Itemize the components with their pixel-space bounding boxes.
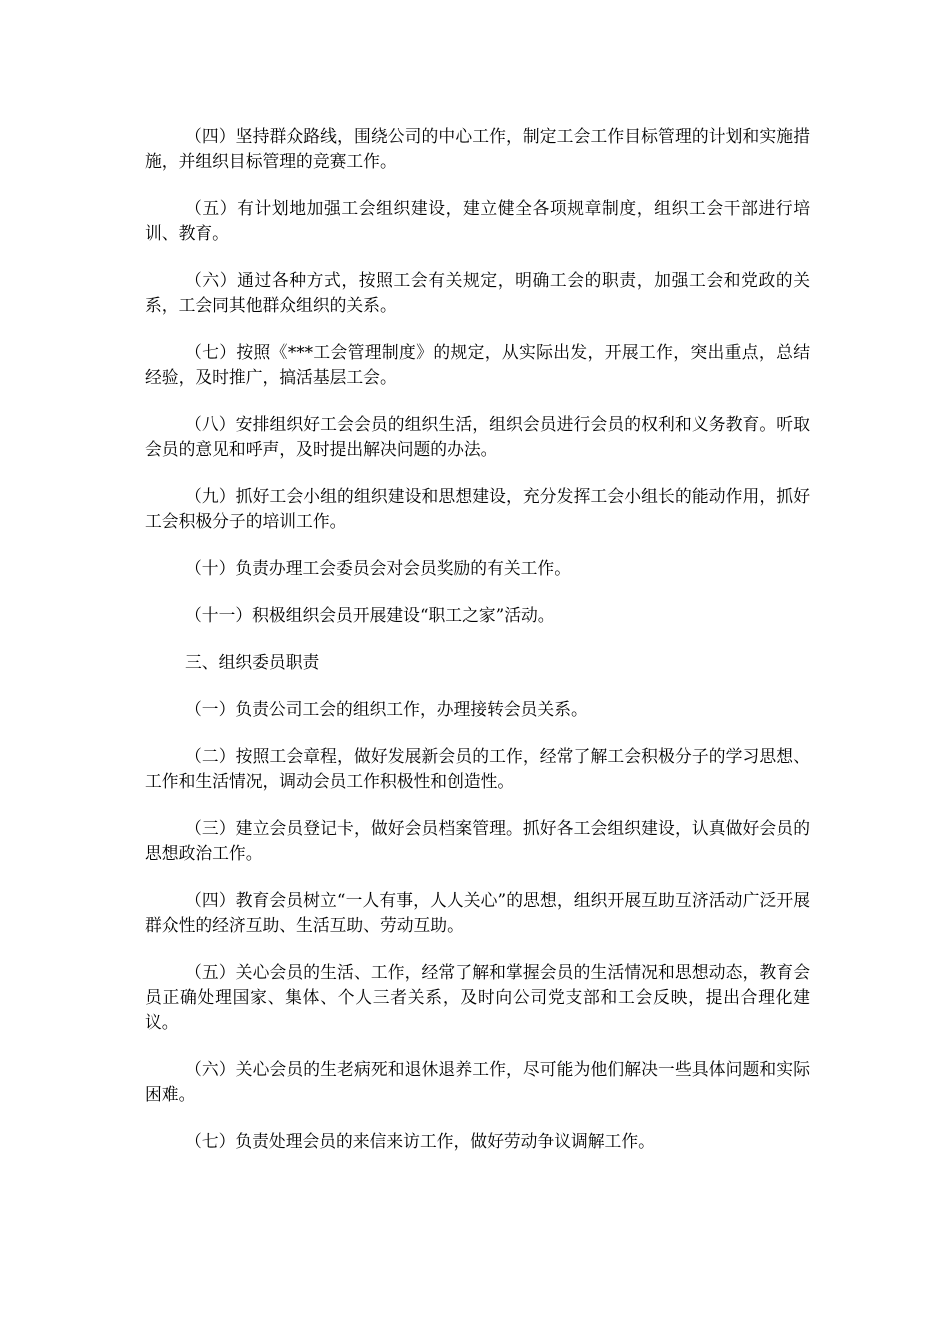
paragraph: （二）按照工会章程，做好发展新会员的工作，经常了解工会积极分子的学习思想、工作和生活情况，调动会员工作积极性和创造性。 (145, 746, 810, 791)
paragraph: （四）教育会员树立“一人有事，人人关心”的思想，组织开展互助互济活动广泛开展群众性的经济互助、生活互助、劳动互助。 (145, 890, 810, 935)
paragraph: （十一）积极组织会员开展建设“职工之家”活动。 (185, 605, 555, 625)
document-body (145, 124, 810, 1176)
paragraph: （一）负责公司工会的组织工作，办理接转会员关系。 (185, 699, 588, 719)
paragraph: （五）关心会员的生活、工作，经常了解和掌握会员的生活情况和思想动态，教育会员正确处理国家、集体、个人三者关系，及时向公司党支部和工会反映，提出合理化建议。 (145, 962, 810, 1032)
paragraph: （八）安排组织好工会会员的组织生活，组织会员进行会员的权利和义务教育。听取会员的意见和呼声，及时提出解决问题的办法。 (145, 414, 810, 459)
paragraph: （九）抓好工会小组的组织建设和思想建设，充分发挥工会小组长的能动作用，抓好工会积极分子的培训工作。 (145, 486, 810, 531)
paragraph: （六）关心会员的生老病死和退休退养工作，尽可能为他们解决一些具体问题和实际困难。 (145, 1059, 810, 1104)
paragraph: （六）通过各种方式，按照工会有关规定，明确工会的职责，加强工会和党政的关系，工会同其他群众组织的关系。 (145, 270, 810, 315)
paragraph: （七）负责处理会员的来信来访工作，做好劳动争议调解工作。 (185, 1131, 655, 1151)
section-heading: 三、组织委员职责 (185, 652, 320, 672)
paragraph: （七）按照《***工会管理制度》的规定，从实际出发，开展工作，突出重点，总结经验，及时推广，搞活基层工会。 (145, 342, 810, 387)
paragraph: （五）有计划地加强工会组织建设，建立健全各项规章制度，组织工会干部进行培训、教育。 (145, 198, 810, 243)
paragraph: （三）建立会员登记卡，做好会员档案管理。抓好各工会组织建设，认真做好会员的思想政治工作。 (145, 818, 810, 863)
paragraph: （四）坚持群众路线，围绕公司的中心工作，制定工会工作目标管理的计划和实施措施，并组织目标管理的竞赛工作。 (145, 126, 810, 171)
paragraph: （十）负责办理工会委员会对会员奖励的有关工作。 (185, 558, 571, 578)
